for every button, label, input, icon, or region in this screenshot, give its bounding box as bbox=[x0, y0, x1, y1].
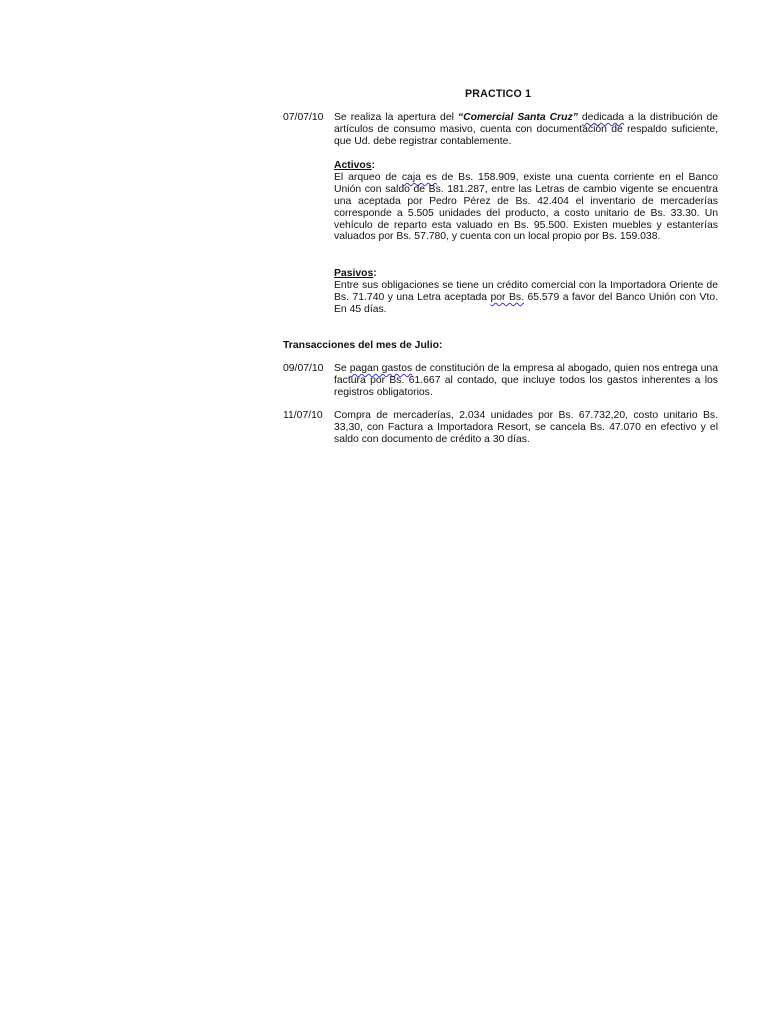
intro-text-pre: Se realiza la apertura del bbox=[334, 112, 458, 123]
activos-text-post: de Bs. 158.909, existe una cuenta corriente en el Banco Unión con saldo de Bs. 181.287, entre las Letras de cambio vigente se encuentra una aceptada por Pedro Pérez de Bs. 42.404 el inventario de mercaderías corresponde a 5.505 unidades del producto, a costo unitario de Bs. 33.30. Un vehículo de reparto esta valuado en Bs. 95.500. Existen muebles y estanterías valuados por Bs. 57.780, y cuenta con un local propio por Bs. 159.038. bbox=[334, 171, 718, 243]
intro-text bbox=[334, 112, 718, 148]
transaction-entry bbox=[283, 410, 718, 446]
transaction-text bbox=[334, 363, 718, 399]
transaction-pagan-gastos: pagan gastos bbox=[349, 363, 413, 374]
transacciones-heading: Transacciones del mes de Julio: bbox=[283, 340, 443, 351]
pasivos-text-pre: Entre sus obligaciones se tiene un crédito comercial con la Importadora Oriente de Bs. 71.740 y una Letra aceptada bbox=[334, 279, 718, 303]
activos-text bbox=[334, 172, 718, 243]
pasivos-heading-colon: : bbox=[373, 268, 377, 279]
transaction-date: 11/07/10 bbox=[283, 410, 323, 421]
transaction-text-post: de constitución de la empresa al abogado, quien nos entrega una factura por Bs. 61.667 al contado, que incluye todos los gastos inherentes a los registros obligatorios. bbox=[334, 363, 718, 398]
pasivos-heading: Pasivos bbox=[334, 268, 374, 279]
activos-heading-line bbox=[334, 160, 375, 171]
activos-heading-colon: : bbox=[371, 160, 376, 171]
company-name: “Comercial Santa Cruz” bbox=[457, 112, 578, 123]
transaction-text-pre: Se bbox=[334, 363, 350, 374]
activos-caja-es: caja es bbox=[401, 171, 437, 183]
intro-text-post: a la distribución de artículos de consumo masivo, cuenta con documentación de respaldo suficiente, que Ud. debe registrar contablemente. bbox=[334, 112, 719, 147]
pasivos-text-post: 65.579 a favor del Banco Unión con Vto. En 45 días. bbox=[334, 291, 719, 315]
activos-section bbox=[334, 160, 718, 243]
transaction-date: 09/07/10 bbox=[283, 363, 324, 374]
transaction-entry bbox=[283, 363, 718, 399]
intro-date: 07/07/10 bbox=[283, 112, 324, 123]
transaction-text: Compra de mercaderías, 2.034 unidades por Bs. 67.732,20, costo unitario Bs. 33,30, con Factura a Importadora Resort, se cancela Bs. 47.070 en efectivo y el saldo con documento de crédito a 30 días. bbox=[334, 410, 718, 445]
activos-text-pre: El arqueo de bbox=[334, 171, 402, 183]
intro-entry bbox=[283, 112, 718, 148]
pasivos-section bbox=[334, 268, 718, 316]
page-title: PRACTICO 1 bbox=[465, 88, 532, 100]
pasivos-por-bs: por Bs. bbox=[490, 291, 524, 303]
activos-heading: Activos bbox=[334, 160, 372, 171]
pasivos-text bbox=[334, 280, 718, 316]
intro-dedicada: dedicada bbox=[581, 112, 625, 123]
pasivos-heading-line bbox=[334, 268, 377, 279]
